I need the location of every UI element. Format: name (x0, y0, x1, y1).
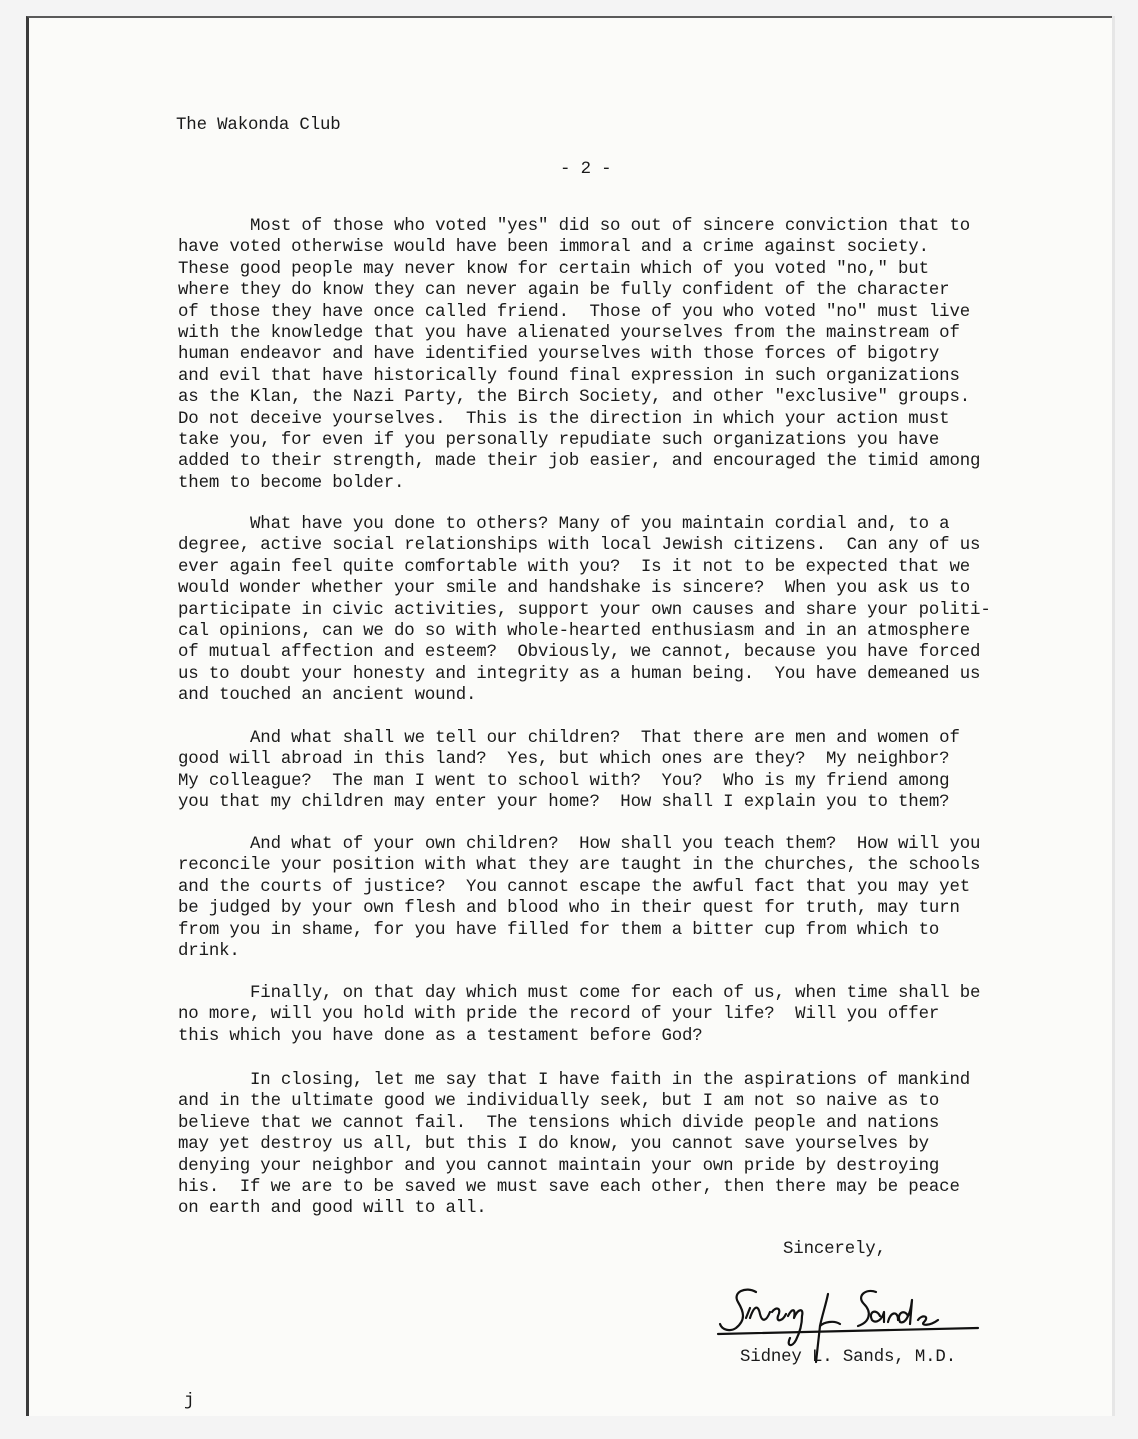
paragraph-line: What have you done to others? Many of you maintain cordial and, to a (178, 515, 950, 534)
paragraph-line: and evil that have historically found final expression in such organizations (178, 366, 960, 386)
paragraph-5 (178, 983, 1038, 1047)
paragraph-line: believe that we cannot fail. The tensions which divide people and nations (178, 1113, 940, 1133)
paragraph-line: his. If we are to be saved we must save each other, then there may be peace (178, 1177, 960, 1197)
paragraph-line: In closing, let me say that I have faith in the aspirations of mankind (178, 1071, 971, 1090)
paragraph-line: on earth and good will to all. (178, 1199, 487, 1219)
closing-salutation: Sincerely, (783, 1240, 886, 1259)
paragraph-line: have voted otherwise would have been immoral and a crime against society. (178, 238, 929, 258)
paragraph-line: degree, active social relationships with local Jewish citizens. Can any of us (178, 536, 981, 556)
paragraph-line: cal opinions, can we do so with whole-hearted enthusiasm and in an atmosphere (178, 621, 971, 641)
paragraph-line: My colleague? The man I went to school with? You? Who is my friend among (178, 771, 950, 791)
paragraph-line: reconcile your position with what they are taught in the churches, the schools (178, 856, 981, 876)
paragraph-line: and touched an ancient wound. (178, 686, 477, 706)
paragraph-line: ever again feel quite comfortable with you? Is it not to be expected that we (178, 557, 971, 577)
paragraph-line: and the courts of justice? You cannot escape the awful fact that you may yet (178, 877, 971, 897)
paragraph-line: These good people may never know for certain which of you voted "no," but (178, 259, 929, 279)
paragraph-line: them to become bolder. (178, 473, 405, 493)
paragraph-line: take you, for even if you personally repudiate such organizations you have (178, 430, 940, 450)
paragraph-line: Most of those who voted "yes" did so out of sincere conviction that to (178, 217, 971, 236)
paragraph-line: would wonder whether your smile and handshake is sincere? When you ask us to (178, 579, 971, 599)
paragraph-line: of those they have once called friend. Those of you who voted "no" must live (178, 302, 971, 322)
addressee: The Wakonda Club (176, 116, 341, 135)
paragraph-line: good will abroad in this land? Yes, but which ones are they? My neighbor? (178, 750, 950, 770)
paragraph-line: no more, will you hold with pride the record of your life? Will you offer (178, 1005, 940, 1025)
paragraph-4 (178, 834, 1038, 962)
paragraph-line: may yet destroy us all, but this I do know, you cannot save yourselves by (178, 1135, 929, 1155)
paragraph-line: Finally, on that day which must come for each of us, when time shall be (178, 984, 981, 1003)
paragraph-line: Do not deceive yourselves. This is the direction in which your action must (178, 409, 950, 429)
paragraph-line: us to doubt your honesty and integrity as a human being. You have demeaned us (178, 664, 981, 684)
paragraph-line: be judged by your own flesh and blood who in their quest for truth, may turn (178, 899, 960, 919)
page-number: - 2 - (560, 160, 612, 179)
paragraph-1 (178, 216, 1038, 494)
paragraph-line: and in the ultimate good we individually seek, but I am not so naive as to (178, 1092, 940, 1112)
paragraph-line: as the Klan, the Nazi Party, the Birch Society, and other "exclusive" groups. (178, 388, 971, 408)
paragraph-line: drink. (178, 941, 240, 961)
page-edge (1112, 16, 1115, 1416)
paragraph-line: from you in shame, for you have filled for them a bitter cup from which to (178, 920, 940, 940)
signer-name: Sidney L. Sands, M.D. (740, 1348, 957, 1367)
paragraph-line: And what of your own children? How shall you teach them? How will you (178, 835, 981, 854)
paragraph-line: with the knowledge that you have alienated yourselves from the mainstream of (178, 323, 960, 343)
paragraph-line: participate in civic activities, support your own causes and share your politi- (178, 600, 991, 620)
paragraph-line: And what shall we tell our children? That there are men and women of (178, 729, 960, 748)
paragraph-line: added to their strength, made their job easier, and encouraged the timid among (178, 452, 981, 472)
paragraph-line: you that my children may enter your home? How shall I explain you to them? (178, 793, 950, 813)
paragraph-line: of mutual affection and esteem? Obviously, we cannot, because you have forced (178, 643, 981, 663)
paragraph-3 (178, 728, 1038, 814)
paragraph-line: this which you have done as a testament before God? (178, 1026, 703, 1046)
paragraph-line: where they do know they can never again be fully confident of the character (178, 281, 950, 301)
typist-initial: j (184, 1392, 195, 1411)
paragraph-6 (178, 1070, 1038, 1220)
paragraph-line: human endeavor and have identified yourselves with those forces of bigotry (178, 345, 940, 365)
paragraph-2 (178, 514, 1038, 707)
paragraph-line: denying your neighbor and you cannot maintain your own pride by destroying (178, 1156, 940, 1176)
